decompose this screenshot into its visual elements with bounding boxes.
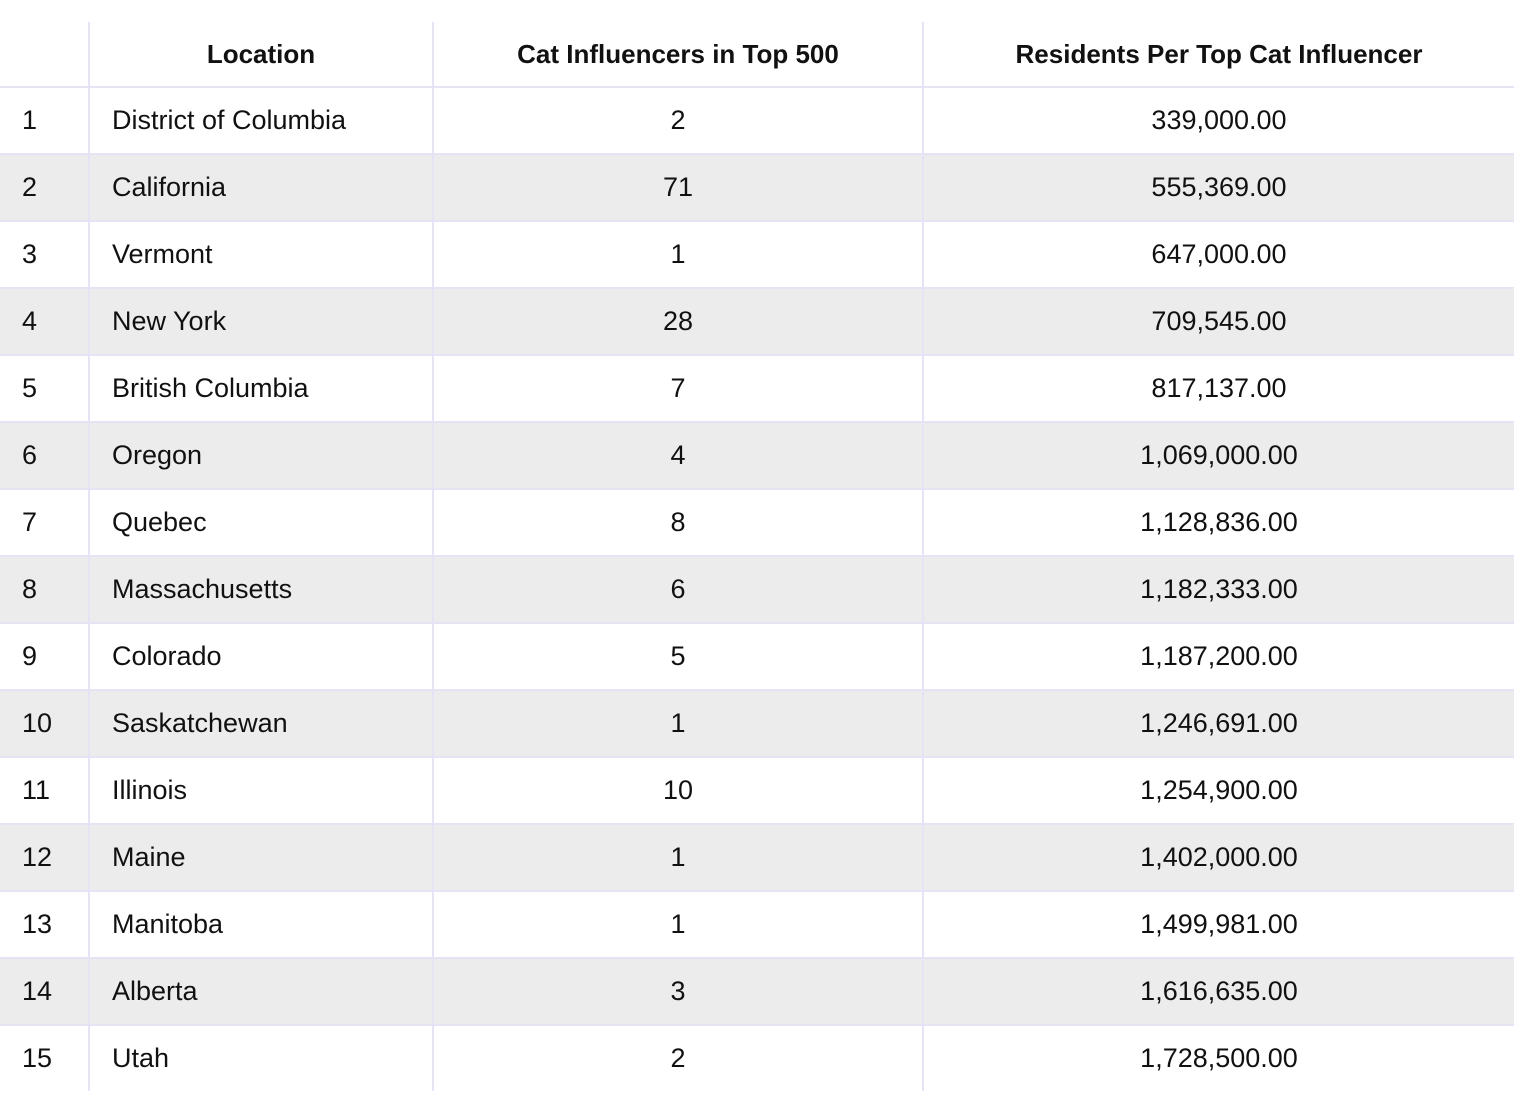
cell-location: British Columbia: [89, 355, 433, 422]
cell-location: Massachusetts: [89, 556, 433, 623]
cell-cat-influencers: 1: [433, 824, 923, 891]
table-row: [0, 556, 1514, 623]
cell-location: California: [89, 154, 433, 221]
table-row: [0, 489, 1514, 556]
table-row: [0, 690, 1514, 757]
cell-residents-per: 1,728,500.00: [1140, 1043, 1298, 1073]
cell-rank: 1: [0, 87, 89, 154]
cell-cat-influencers: 4: [433, 422, 923, 489]
cell-residents-per: 1,069,000.00: [923, 422, 1514, 489]
cell-cat-influencers: 71: [433, 154, 923, 221]
cell-location: Saskatchewan: [89, 690, 433, 757]
table-row: [0, 757, 1514, 824]
cell-cat-influencers: 1: [433, 891, 923, 958]
cell-location: Oregon: [89, 422, 433, 489]
header-residents-per: Residents Per Top Cat Influencer: [923, 22, 1514, 87]
cell-rank: 10: [0, 690, 89, 757]
table-row: [0, 623, 1514, 690]
cell-residents-per: 1,402,000.00: [923, 824, 1514, 891]
table-row: [0, 87, 1514, 154]
cell-location: New York: [89, 288, 433, 355]
cell-cat-influencers: 2: [433, 1025, 923, 1091]
table-header: [0, 22, 1514, 87]
cell-rank: 3: [0, 221, 89, 288]
table-row: [0, 824, 1514, 891]
table-row: [0, 1025, 1514, 1091]
cell-location: District of Columbia: [89, 87, 433, 154]
cell-cat-influencers: 8: [433, 489, 923, 556]
cell-rank: 7: [0, 489, 89, 556]
cell-cat-influencers: 1: [433, 221, 923, 288]
cell-rank: 15: [0, 1025, 89, 1091]
header-cat-influencers: Cat Influencers in Top 500: [433, 22, 923, 87]
cell-cat-influencers: 1: [433, 690, 923, 757]
cell-location: Illinois: [89, 757, 433, 824]
cell-residents-per: 709,545.00: [923, 288, 1514, 355]
table-row: [0, 288, 1514, 355]
cat-influencers-table: [0, 22, 1514, 1091]
cell-residents-per: 1,499,981.00: [923, 891, 1514, 958]
table-row: [0, 422, 1514, 489]
cell-rank: 2: [0, 154, 89, 221]
table-row: [0, 221, 1514, 288]
header-location: Location: [89, 22, 433, 87]
cell-residents-per: 339,000.00: [923, 87, 1514, 154]
data-table-container: [0, 22, 1514, 1091]
header-row: [0, 22, 1514, 87]
cell-location: Colorado: [89, 623, 433, 690]
cell-cat-influencers: 6: [433, 556, 923, 623]
table-row: [0, 958, 1514, 1025]
cell-location: Utah: [89, 1025, 433, 1091]
cell-location: Vermont: [89, 221, 433, 288]
cell-rank: 8: [0, 556, 89, 623]
cell-residents-per: 1,246,691.00: [923, 690, 1514, 757]
cell-cat-influencers: 28: [433, 288, 923, 355]
cell-cat-influencers: 5: [433, 623, 923, 690]
cell-location: Maine: [89, 824, 433, 891]
cell-cat-influencers: 10: [433, 757, 923, 824]
cell-residents-per: 1,254,900.00: [923, 757, 1514, 824]
cell-rank: 9: [0, 623, 89, 690]
header-rank: [0, 22, 89, 87]
cell-residents-per: 1,182,333.00: [923, 556, 1514, 623]
cell-location: Manitoba: [89, 891, 433, 958]
cell-rank: 5: [0, 355, 89, 422]
cell-residents-per: 817,137.00: [923, 355, 1514, 422]
cell-cat-influencers: 3: [433, 958, 923, 1025]
table-row: [0, 891, 1514, 958]
cell-rank: 11: [0, 757, 89, 824]
cell-location: Alberta: [89, 958, 433, 1025]
cell-cat-influencers: 2: [433, 87, 923, 154]
cell-location: Quebec: [89, 489, 433, 556]
cell-cat-influencers: 7: [433, 355, 923, 422]
cell-residents-per: 1,128,836.00: [923, 489, 1514, 556]
cell-rank: 14: [0, 958, 89, 1025]
table-body: [0, 87, 1514, 1091]
cell-rank: 4: [0, 288, 89, 355]
table-row: [0, 355, 1514, 422]
cell-rank: 6: [0, 422, 89, 489]
cell-residents-per: 647,000.00: [923, 221, 1514, 288]
cell-residents-per: 555,369.00: [923, 154, 1514, 221]
cell-rank: 13: [0, 891, 89, 958]
table-row: [0, 154, 1514, 221]
cell-residents-per: 1,616,635.00: [923, 958, 1514, 1025]
cell-rank: 12: [0, 824, 89, 891]
cell-residents-per: 1,187,200.00: [923, 623, 1514, 690]
